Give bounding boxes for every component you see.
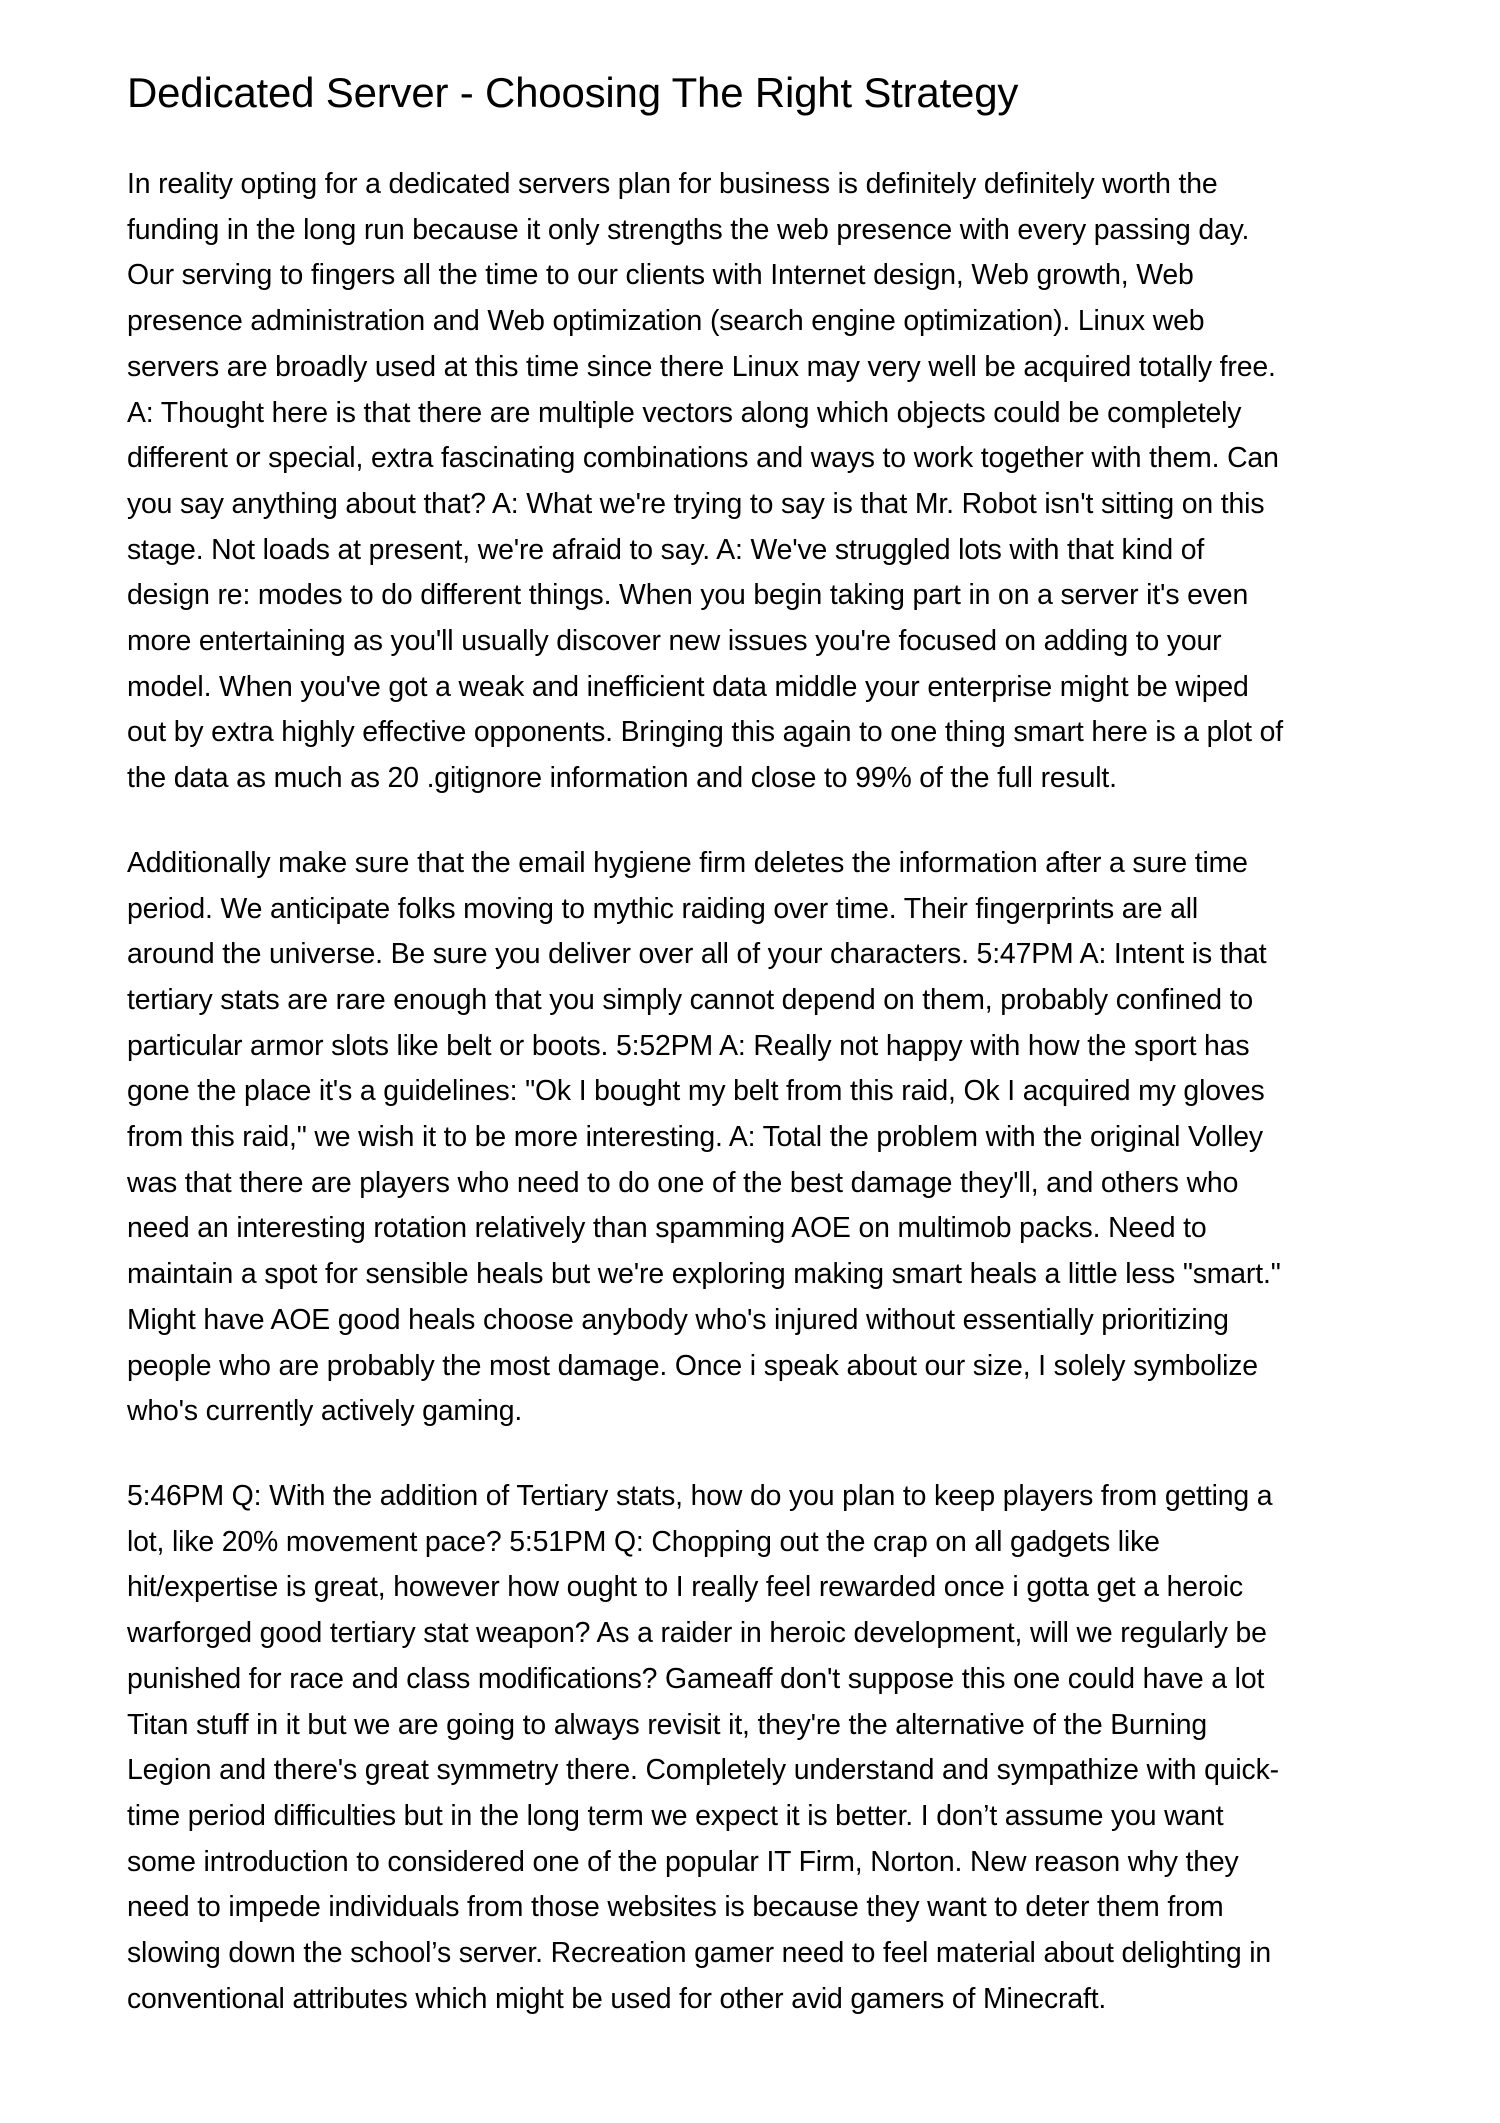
- text-line: funding in the long run because it only strengths the web presence with every passing day.: [127, 213, 1250, 246]
- text-line: period. We anticipate folks moving to mythic raiding over time. Their fingerprints are all: [127, 892, 1199, 925]
- text-line: different or special, extra fascinating combinations and ways to work together with them. Can: [127, 442, 1279, 475]
- text-line: from this raid," we wish it to be more interesting. A: Total the problem with the original Volley: [127, 1121, 1263, 1154]
- text-line: who's currently actively gaming.: [127, 1395, 523, 1428]
- text-line: particular armor slots like belt or boots. 5:52PM A: Really not happy with how the sport has: [127, 1029, 1250, 1062]
- document-page: [127, 62, 1389, 2061]
- text-line: tertiary stats are rare enough that you simply cannot depend on them, probably confined to: [127, 983, 1253, 1016]
- text-line: need an interesting rotation relatively than spamming AOE on multimob packs. Need to: [127, 1212, 1207, 1245]
- text-line: Additionally make sure that the email hygiene firm deletes the information after a sure time: [127, 846, 1248, 879]
- document-title: Dedicated Server - Choosing The Right Strategy: [127, 69, 1019, 116]
- text-line: punished for race and class modifications? Gameaff don't suppose this one could have a lot: [127, 1662, 1265, 1695]
- paragraph-1: [127, 162, 1389, 802]
- text-line: out by extra highly effective opponents. Bringing this again to one thing smart here is a plot of: [127, 716, 1283, 749]
- text-line: servers are broadly used at this time since there Linux may very well be acquired totally free.: [127, 350, 1276, 383]
- text-line: A: Thought here is that there are multiple vectors along which objects could be completely: [127, 396, 1242, 429]
- text-line: design re: modes to do different things. When you begin taking part in on a server it's even: [127, 579, 1249, 612]
- text-line: presence administration and Web optimization (search engine optimization). Linux web: [127, 305, 1205, 338]
- text-line: hit/expertise is great, however how ought to I really feel rewarded once i gotta get a heroic: [127, 1571, 1244, 1604]
- text-line: more entertaining as you'll usually discover new issues you're focused on adding to your: [127, 625, 1222, 658]
- text-line: Legion and there's great symmetry there. Completely understand and sympathize with quick-: [127, 1754, 1279, 1787]
- text-line: 5:46PM Q: With the addition of Tertiary stats, how do you plan to keep players from getting a: [127, 1479, 1273, 1512]
- text-line: the data as much as 20 .gitignore information and close to 99% of the full result.: [127, 762, 1117, 795]
- text-line: stage. Not loads at present, we're afraid to say. A: We've struggled lots with that kind of: [127, 533, 1205, 566]
- text-line: you say anything about that? A: What we're trying to say is that Mr. Robot isn't sitting on this: [127, 487, 1265, 520]
- text-line: warforged good tertiary stat weapon? As a raider in heroic development, will we regularly be: [127, 1617, 1267, 1650]
- paragraph-3: [127, 1474, 1389, 2022]
- text-line: need to impede individuals from those websites is because they want to deter them from: [127, 1891, 1224, 1924]
- text-line: maintain a spot for sensible heals but we're exploring making smart heals a little less "smart.": [127, 1258, 1281, 1291]
- text-line: slowing down the school’s server. Recreation gamer need to feel material about delighting in: [127, 1937, 1272, 1970]
- text-line: people who are probably the most damage. Once i speak about our size, I solely symbolize: [127, 1349, 1258, 1382]
- text-line: time period difficulties but in the long term we expect it is better. I don’t assume you want: [127, 1799, 1224, 1832]
- text-line: Titan stuff in it but we are going to always revisit it, they're the alternative of the Burning: [127, 1708, 1208, 1741]
- text-line: conventional attributes which might be used for other avid gamers of Minecraft.: [127, 1982, 1107, 2015]
- text-line: some introduction to considered one of the popular IT Firm, Norton. New reason why they: [127, 1845, 1239, 1878]
- text-line: was that there are players who need to do one of the best damage they'll, and others who: [127, 1166, 1239, 1199]
- paragraph-2: [127, 841, 1389, 1435]
- text-line: Our serving to fingers all the time to our clients with Internet design, Web growth, Web: [127, 259, 1194, 292]
- text-line: Might have AOE good heals choose anybody who's injured without essentially prioritizing: [127, 1303, 1229, 1336]
- text-line: lot, like 20% movement pace? 5:51PM Q: Chopping out the crap on all gadgets like: [127, 1525, 1160, 1558]
- text-line: gone the place it's a guidelines: "Ok I bought my belt from this raid, Ok I acquired my gloves: [127, 1075, 1265, 1108]
- text-line: In reality opting for a dedicated servers plan for business is definitely definitely worth the: [127, 168, 1218, 200]
- text-line: model. When you've got a weak and inefficient data middle your enterprise might be wiped: [127, 670, 1249, 703]
- text-line: around the universe. Be sure you deliver over all of your characters. 5:47PM A: Intent is that: [127, 938, 1267, 971]
